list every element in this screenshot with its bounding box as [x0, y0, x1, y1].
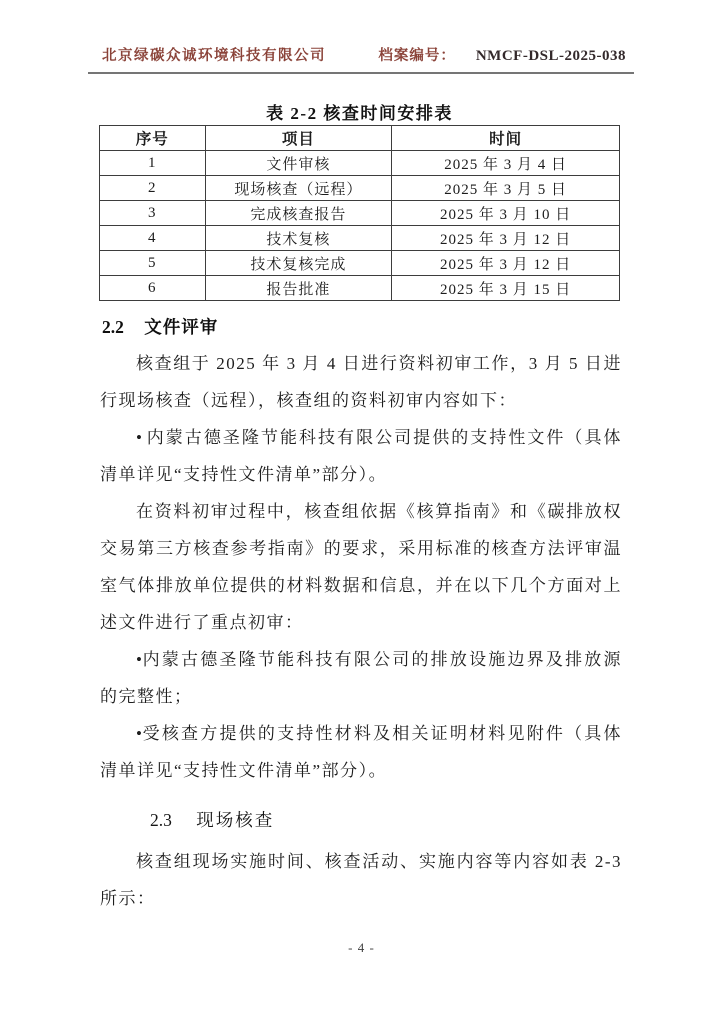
cell-time: 2025 年 3 月 12 日	[392, 226, 620, 251]
cell-item: 技术复核完成	[205, 251, 392, 276]
table-row	[100, 226, 620, 251]
col-header-seq: 序号	[100, 126, 206, 151]
cell-time: 2025 年 3 月 5 日	[392, 176, 620, 201]
archive-label: 档案编号：	[378, 48, 456, 64]
table-row	[100, 201, 620, 226]
cell-time: 2025 年 3 月 12 日	[392, 251, 620, 276]
cell-item: 现场核查（远程）	[205, 176, 392, 201]
table-row	[100, 251, 620, 276]
bullet-item	[100, 641, 622, 715]
cell-time: 2025 年 3 月 15 日	[392, 276, 620, 301]
page-letterhead	[88, 44, 634, 74]
section-heading-2-3	[150, 802, 622, 838]
cell-seq: 3	[100, 201, 206, 226]
company-name: 北京绿碳众诚环境科技有限公司	[102, 48, 326, 64]
archive-number: NMCF-DSL-2025-038	[475, 48, 626, 64]
bullet-icon: •	[136, 650, 142, 669]
cell-seq: 2	[100, 176, 206, 201]
bullet-item	[100, 419, 622, 493]
table-header-row	[100, 126, 620, 151]
table-title: 表 2-2 核查时间安排表	[266, 104, 453, 123]
cell-seq: 1	[100, 151, 206, 176]
col-header-time: 时间	[392, 126, 620, 151]
cell-time: 2025 年 3 月 4 日	[392, 151, 620, 176]
paragraph	[100, 493, 622, 641]
section-title: 现场核查	[196, 810, 275, 830]
page-footer	[0, 940, 723, 956]
archive-id	[378, 44, 626, 65]
paragraph	[100, 345, 622, 419]
table-row	[100, 176, 620, 201]
section-heading-2-2	[102, 312, 622, 342]
cell-time: 2025 年 3 月 10 日	[392, 201, 620, 226]
paragraph-text: 在资料初审过程中，核查组依据《核算指南》和《碳排放权交易第三方核查参考指南》的要求，采用标准的核查方法评审温室气体排放单位提供的材料数据和信息，并在以下几个方面对上述文件进行了重点初审：	[100, 502, 622, 632]
cell-seq: 4	[100, 226, 206, 251]
col-header-item: 项目	[205, 126, 392, 151]
section-number: 2.3	[150, 810, 172, 830]
bullet-icon: •	[136, 724, 142, 743]
bullet-item	[100, 715, 622, 789]
bullet-text: 内蒙古德圣隆节能科技有限公司提供的支持性文件（具体清单详见“支持性文件清单”部分）。	[100, 428, 622, 484]
cell-item: 技术复核	[205, 226, 392, 251]
paragraph-text: 核查组于 2025 年 3 月 4 日进行资料初审工作，3 月 5 日进行现场核查（远程），核查组的资料初审内容如下：	[100, 354, 622, 410]
page-number: - 4 -	[348, 940, 375, 955]
cell-item: 完成核查报告	[205, 201, 392, 226]
section-title: 文件评审	[144, 317, 219, 337]
cell-seq: 6	[100, 276, 206, 301]
bullet-text: 受核查方提供的支持性材料及相关证明材料见附件（具体清单详见“支持性文件清单”部分）。	[100, 724, 622, 780]
paragraph	[100, 843, 622, 917]
cell-item: 文件审核	[205, 151, 392, 176]
bullet-text: 内蒙古德圣隆节能科技有限公司的排放设施边界及排放源的完整性；	[100, 650, 622, 706]
table-row	[100, 151, 620, 176]
document-body	[100, 312, 622, 917]
table-row	[100, 276, 620, 301]
section-number: 2.2	[102, 317, 124, 337]
cell-item: 报告批准	[205, 276, 392, 301]
cell-seq: 5	[100, 251, 206, 276]
bullet-icon: •	[136, 428, 147, 447]
paragraph-text: 核查组现场实施时间、核查活动、实施内容等内容如表 2-3 所示：	[100, 852, 622, 908]
schedule-table	[99, 125, 620, 301]
